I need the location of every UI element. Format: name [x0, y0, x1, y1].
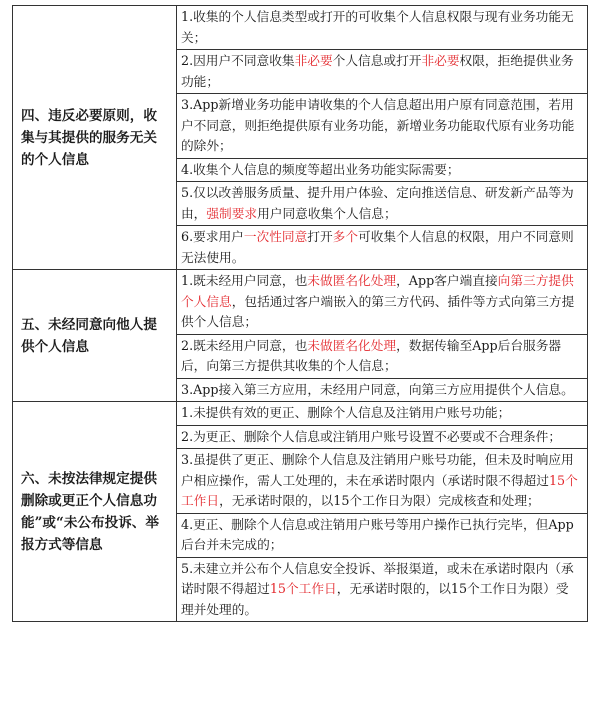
- item-text: 3.App接入第三方应用，未经用户同意，向第三方应用提供个人信息。: [181, 381, 574, 397]
- category-title: 六、未按法律规定提供删除或更正个人信息功能”或“未公布投诉、举报方式等信息: [13, 402, 177, 622]
- item-text: ，无承诺时限的，以15个工作日为限）受理并处理的。: [181, 581, 569, 617]
- item-text: 可收集个人信息的权限，用户不同意则无法使用。: [181, 229, 574, 265]
- item-text: ，无承诺时限的，以15个工作日为限）完成核查和处理；: [219, 493, 540, 508]
- highlighted-text: 未做匿名化处理: [307, 273, 397, 288]
- item-text: 1.既未经用户同意，也: [181, 273, 308, 288]
- item-text: 个人信息或打开: [332, 53, 422, 68]
- highlighted-text: 15个工作日: [269, 581, 337, 596]
- item-text: 6.要求用户: [181, 229, 244, 244]
- item-text: 5.未建立并公布个人信息安全投诉、举报渠道，或未在承诺时限内（承诺时限不得超过: [181, 560, 574, 596]
- item-text: 2.既未经用户同意，也: [181, 337, 308, 353]
- item-text: 用户同意收集个人信息；: [257, 205, 397, 221]
- item-text: 3.App新增业务功能申请收集的个人信息超出用户原有同意范围，若用户不同意，则拒绝提供原有业务功能，新增业务功能取代原有业务功能的除外；: [181, 97, 575, 153]
- item-text: 5.仅以改善服务质量、提升用户体验、定向推送信息、研发新产品等为由，: [181, 185, 574, 221]
- item-text: 2.因用户不同意收集: [181, 53, 295, 68]
- item-text: 1.收集的个人信息类型或打开的可收集个人信息权限与现有业务功能无关；: [181, 9, 574, 45]
- item-text: ，App客户端直接: [396, 273, 498, 288]
- rule-item: [177, 94, 588, 159]
- category-title: 四、违反必要原则，收集与其提供的服务无关的个人信息: [13, 6, 177, 270]
- rule-item: [177, 182, 588, 226]
- item-text: 2.为更正、删除个人信息或注销用户账号设置不必要或不合理条件；: [181, 428, 562, 444]
- highlighted-text: 非必要: [421, 53, 460, 68]
- highlighted-text: 强制要求: [206, 205, 258, 221]
- item-text: ，包括通过客户端嵌入的第三方代码、插件等方式向第三方提供个人信息；: [181, 293, 575, 329]
- highlighted-text: 一次性同意: [243, 229, 308, 244]
- item-text: 1.未提供有效的更正、删除个人信息及注销用户账号功能；: [181, 405, 511, 420]
- rules-table: [12, 5, 588, 622]
- rule-item: [177, 378, 588, 402]
- highlighted-text: 非必要: [294, 53, 333, 68]
- rule-item: [177, 270, 588, 335]
- item-text: 打开: [307, 229, 333, 244]
- item-text: 4.更正、删除个人信息或注销用户账号等用户操作已执行完毕，但App后台并未完成的；: [181, 516, 574, 552]
- rule-item: [177, 513, 588, 557]
- rule-item: [177, 334, 588, 378]
- rules-table-body: [13, 6, 588, 622]
- item-text: 权限，拒绝提供业务功能；: [181, 53, 574, 89]
- table-row: [13, 270, 588, 335]
- item-text: 4.收集个人信息的频度等超出业务功能实际需要；: [181, 161, 460, 177]
- rule-item: [177, 425, 588, 449]
- table-row: [13, 6, 588, 50]
- category-title: 五、未经同意向他人提供个人信息: [13, 270, 177, 402]
- rule-item: [177, 402, 588, 426]
- rule-item: [177, 50, 588, 94]
- rule-item: [177, 449, 588, 514]
- rule-item: [177, 158, 588, 182]
- highlighted-text: 未做匿名化处理: [307, 337, 397, 353]
- rule-item: [177, 557, 588, 622]
- highlighted-text: 向第三方提供个人信息: [181, 273, 574, 309]
- rule-item: [177, 226, 588, 270]
- item-text: 3.虽提供了更正、删除个人信息及注销用户账号功能，但未及时响应用户相应操作，需人工处理的，未在承诺时限内（承诺时限不得超过: [181, 452, 574, 488]
- table-row: [13, 402, 588, 426]
- rule-item: [177, 6, 588, 50]
- highlighted-text: 多个: [332, 229, 359, 244]
- highlighted-text: 15个工作日: [181, 472, 578, 508]
- item-text: ，数据传输至App后台服务器后，向第三方提供其收集的个人信息；: [181, 337, 562, 373]
